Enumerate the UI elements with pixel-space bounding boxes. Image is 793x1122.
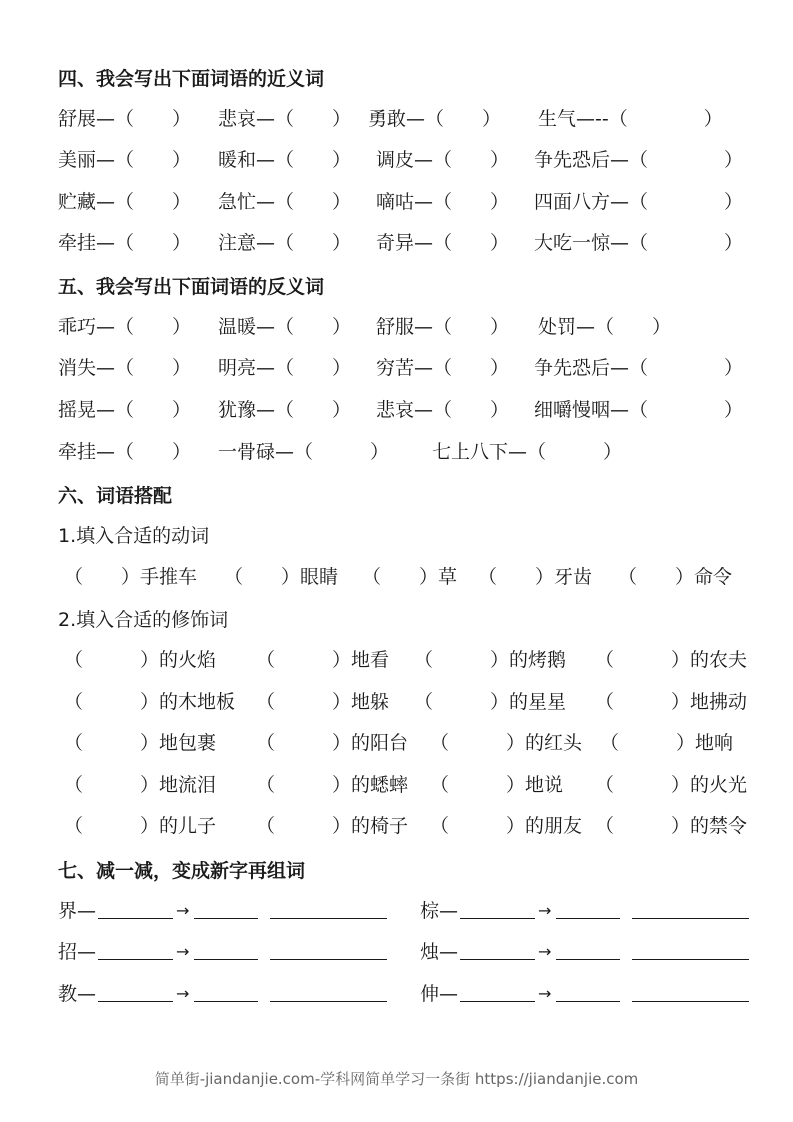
antonym-item: 悲哀—（ ）	[376, 399, 510, 421]
answer-blank[interactable]	[98, 959, 173, 960]
modifier-item: （ ）地包裹	[64, 732, 217, 754]
antonym-row	[0, 437, 793, 467]
subtract-char: 伸—	[420, 983, 459, 1005]
synonym-item: 急忙—（ ）	[218, 191, 352, 213]
modifier-item: （ ）的火光	[595, 774, 748, 796]
modifier-item: （ ）地流泪	[64, 774, 217, 796]
antonym-item: 七上八下—（ ）	[432, 441, 623, 463]
synonym-item: 牵挂—（ ）	[58, 232, 192, 254]
antonym-row	[0, 395, 793, 425]
synonym-item: 暖和—（ ）	[218, 149, 352, 171]
answer-blank[interactable]	[194, 1001, 258, 1002]
modifier-row	[0, 728, 793, 758]
part1-title: 1.填入合适的动词	[58, 525, 210, 547]
synonym-item: 嘀咕—（ ）	[376, 191, 510, 213]
answer-blank[interactable]	[270, 918, 387, 919]
synonym-item: 美丽—（ ）	[58, 149, 192, 171]
section-five-title: 五、我会写出下面词语的反义词	[58, 276, 325, 298]
answer-blank[interactable]	[556, 959, 620, 960]
part2-title: 2.填入合适的修饰词	[58, 609, 229, 631]
page-footer: 简单街-jiandanjie.com-学科网简单学习一条街 https://jiandanjie.com	[154, 1070, 639, 1088]
subtract-char: 烛—	[420, 941, 459, 963]
synonym-item: 大吃一惊—（ ）	[534, 232, 744, 254]
subtract-row	[0, 979, 793, 1009]
synonym-row	[0, 145, 793, 175]
modifier-item: （ ）的朋友	[430, 815, 583, 837]
answer-blank[interactable]	[270, 959, 387, 960]
answer-blank[interactable]	[98, 918, 173, 919]
modifier-item: （ ）的烤鹅	[414, 649, 567, 671]
modifier-item: （ ）的星星	[414, 691, 567, 713]
modifier-row	[0, 687, 793, 717]
synonym-item: 争先恐后—（ ）	[534, 149, 744, 171]
antonym-item: 处罚—（ ）	[538, 316, 672, 338]
antonym-item: 乖巧—（ ）	[58, 316, 192, 338]
modifier-item: （ ）地看	[256, 649, 390, 671]
answer-blank[interactable]	[632, 918, 749, 919]
arrow-icon: →	[176, 984, 190, 1003]
modifier-item: （ ）地拂动	[595, 691, 748, 713]
antonym-item: 温暖—（ ）	[218, 316, 352, 338]
modifier-item: （ ）的农夫	[595, 649, 748, 671]
arrow-icon: →	[538, 901, 552, 920]
subtract-row	[0, 896, 793, 926]
antonym-item: 摇晃—（ ）	[58, 399, 192, 421]
answer-blank[interactable]	[194, 959, 258, 960]
synonym-item: 舒展—（ ）	[58, 108, 192, 130]
verb-item: （ ）眼睛	[224, 566, 339, 588]
modifier-row	[0, 645, 793, 675]
antonym-item: 争先恐后—（ ）	[534, 357, 744, 379]
antonym-item: 消失—（ ）	[58, 357, 192, 379]
answer-blank[interactable]	[194, 918, 258, 919]
modifier-item: （ ）的红头	[430, 732, 583, 754]
modifier-item: （ ）的阳台	[256, 732, 409, 754]
answer-blank[interactable]	[632, 1001, 749, 1002]
antonym-row	[0, 353, 793, 383]
synonym-item: 调皮—（ ）	[376, 149, 510, 171]
modifier-row	[0, 770, 793, 800]
modifier-item: （ ）的椅子	[256, 815, 409, 837]
arrow-icon: →	[538, 984, 552, 1003]
synonym-item: 注意—（ ）	[218, 232, 352, 254]
modifier-item: （ ）的木地板	[64, 691, 236, 713]
modifier-item: （ ）的火焰	[64, 649, 217, 671]
answer-blank[interactable]	[556, 1001, 620, 1002]
subtract-char: 教—	[58, 983, 97, 1005]
section-six-title: 六、词语搭配	[58, 485, 173, 507]
subtract-char: 招—	[58, 941, 97, 963]
antonym-item: 犹豫—（ ）	[218, 399, 352, 421]
arrow-icon: →	[176, 901, 190, 920]
modifier-item: （ ）地响	[600, 732, 734, 754]
synonym-item: 勇敢—（ ）	[368, 108, 502, 130]
modifier-row	[0, 811, 793, 841]
arrow-icon: →	[538, 942, 552, 961]
answer-blank[interactable]	[632, 959, 749, 960]
antonym-item: 明亮—（ ）	[218, 357, 352, 379]
synonym-item: 贮藏—（ ）	[58, 191, 192, 213]
verb-item: （ ）牙齿	[478, 566, 593, 588]
synonym-item: 四面八方—（ ）	[534, 191, 744, 213]
answer-blank[interactable]	[460, 1001, 535, 1002]
antonym-item: 一骨碌—（ ）	[218, 441, 390, 463]
subtract-row	[0, 937, 793, 967]
synonym-item: 悲哀—（ ）	[218, 108, 352, 130]
synonym-row	[0, 228, 793, 258]
modifier-item: （ ）地躲	[256, 691, 390, 713]
verb-item: （ ）手推车	[64, 566, 198, 588]
answer-blank[interactable]	[460, 918, 535, 919]
arrow-icon: →	[176, 942, 190, 961]
antonym-row	[0, 312, 793, 342]
modifier-item: （ ）地说	[430, 774, 564, 796]
answer-blank[interactable]	[98, 1001, 173, 1002]
antonym-item: 细嚼慢咽—（ ）	[534, 399, 744, 421]
answer-blank[interactable]	[270, 1001, 387, 1002]
subtract-char: 界—	[58, 900, 97, 922]
synonym-row	[0, 187, 793, 217]
verb-item: （ ）草	[362, 566, 458, 588]
modifier-item: （ ）的禁令	[595, 815, 748, 837]
answer-blank[interactable]	[460, 959, 535, 960]
synonym-item: 生气—--（ ）	[538, 108, 723, 130]
synonym-item: 奇异—（ ）	[376, 232, 510, 254]
verb-item: （ ）命令	[618, 566, 733, 588]
modifier-item: （ ）的儿子	[64, 815, 217, 837]
subtract-char: 棕—	[420, 900, 459, 922]
section-seven-title: 七、减一减，变成新字再组词	[58, 860, 306, 882]
answer-blank[interactable]	[556, 918, 620, 919]
section-four-title: 四、我会写出下面词语的近义词	[58, 68, 325, 90]
antonym-item: 穷苦—（ ）	[376, 357, 510, 379]
verb-row	[0, 562, 793, 592]
modifier-item: （ ）的蟋蟀	[256, 774, 409, 796]
synonym-row	[0, 104, 793, 134]
antonym-item: 舒服—（ ）	[376, 316, 510, 338]
antonym-item: 牵挂—（ ）	[58, 441, 192, 463]
